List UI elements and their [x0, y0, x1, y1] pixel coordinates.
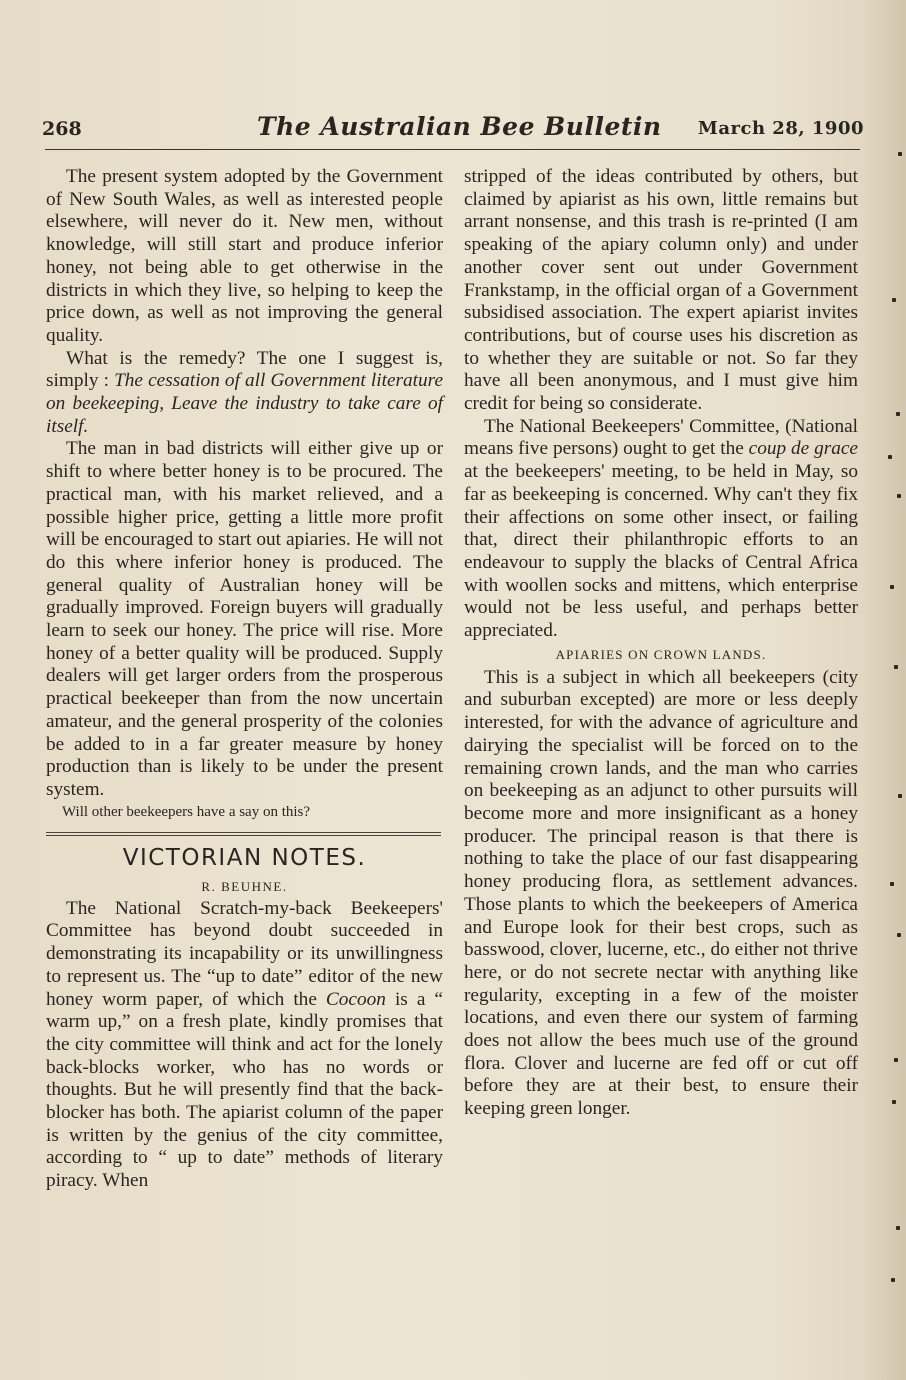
page-header: [42, 112, 864, 148]
page-number: 268: [42, 118, 82, 140]
section-divider: [46, 832, 441, 836]
header-rule: [45, 149, 860, 150]
paragraph: What is the remedy? The one I suggest is, simply : The cessation of all Government literature on beekeeping, Leave the industry to take care of itself.: [46, 347, 444, 437]
paper-name: Cocoon: [325, 988, 386, 1010]
binding-edge-marks: [876, 0, 906, 1380]
paragraph: The man in bad districts will either give up or shift to where better honey is to be procured. The practical man, with his market relieved, and a possible higher price, getting a little more profit will be encouraged to start out apiaries. He will not do this where inferior honey is produced. The general quality of Australian honey will be gradually improved. Foreign buyers will gradually learn to seek our honey. The price will rise. More honey of a better quality will be produced. Supply dealers will get larger orders from the prosperous practical beekeeper than from the now uncertain amateur, and the general prosperity of the colonies be added to in a far greater measure by honey production than is likely to be under the present system.: [46, 438, 443, 800]
journal-title: The Australian Bee Bulletin: [257, 112, 662, 141]
paragraph: The National Beekeepers' Committee, (National means five persons) ought to get the coup de grace at the beekeepers' meeting, to be held in May, so far as beekeeping is concerned. Why can't they fix their affections on some other insect, or failing that, direct their philanthropic efforts to an endeavour to supply the blacks of Central Africa with woollen socks and mittens, which enterprise would not be less useful, and perhaps better appreciated.: [464, 415, 858, 642]
editor-note: Will other beekeepers have a say on this?: [62, 803, 311, 820]
paragraph: The present system adopted by the Government of New South Wales, as well as interested people elsewhere, will never do it. New men, without knowledge, will still start and produce inferior honey, not being able to get otherwise in the districts in which they live, so helping to keep the price down, as well as not improving the general quality.: [46, 166, 443, 346]
paragraph: stripped of the ideas contributed by others, but claimed by apiarist as his own, little remains but arrant nonsense, and this trash is re-printed (I am speaking of the apiary column only) and under another cover sent out under Government Frankstamp, in the official organ of a Government subsidised association. The expert apiarist invites contributions, but of course uses his discretion as to whether they are suitable or not. So far they have all been anonymous, and I must give him credit for being so considerate.: [464, 166, 858, 415]
paragraph: The National Scratch-my-back Beekeepers' Committee has beyond doubt succeeded in demonstrating its incapability or its unwillingness to represent us. The “up to date” editor of the new honey worm paper, of which the Cocoon is a “ warm up,” on a fresh plate, kindly promises that the city committee will think and act for the lonely back-blocks worker, who has no words or thoughts. But he will presently find that the back-blocker has both. The apiarist column of the paper is written by the genius of the city committee, according to “ up to date” methods of literary piracy. When: [46, 897, 443, 1192]
author-byline: R. BEUHNE.: [201, 878, 288, 894]
emphasis-text: coup de grace: [748, 438, 858, 460]
left-column: [46, 166, 443, 1193]
emphasis-text: The cessation of all Government literature on beekeeping, Leave the industry to take care of itself.: [46, 370, 444, 437]
subheading: APIARIES ON CROWN LANDS.: [555, 646, 767, 662]
paragraph: This is a subject in which all beekeepers (city and suburban excepted) are more or less deeply interested, for with the advance of agriculture and dairying the specialist will be forced on to the remaining crown lands, and the man who carries on beekeeping as an adjunct to other pursuits will become more and more insignificant as a honey producer. The principal reason is that there is nothing to take the place of our fast disappearing honey producing flora, as settlement advances. Those plants to which the beekeepers of America and Europe look for their best crops, such as basswood, clover, lucerne, etc., do either not thrive here, or do not secrete nectar with anything like regularity, excepting in a few of the moister locations, and even there our system of farming does not allow the bees much use of the ground flora. Clover and lucerne are fed off or cut off before they are at their best, to ensure their keeping green longer.: [464, 666, 858, 1120]
issue-date: March 28, 1900: [697, 118, 864, 139]
right-column: [464, 166, 858, 1121]
section-title: VICTORIAN NOTES.: [122, 844, 367, 871]
